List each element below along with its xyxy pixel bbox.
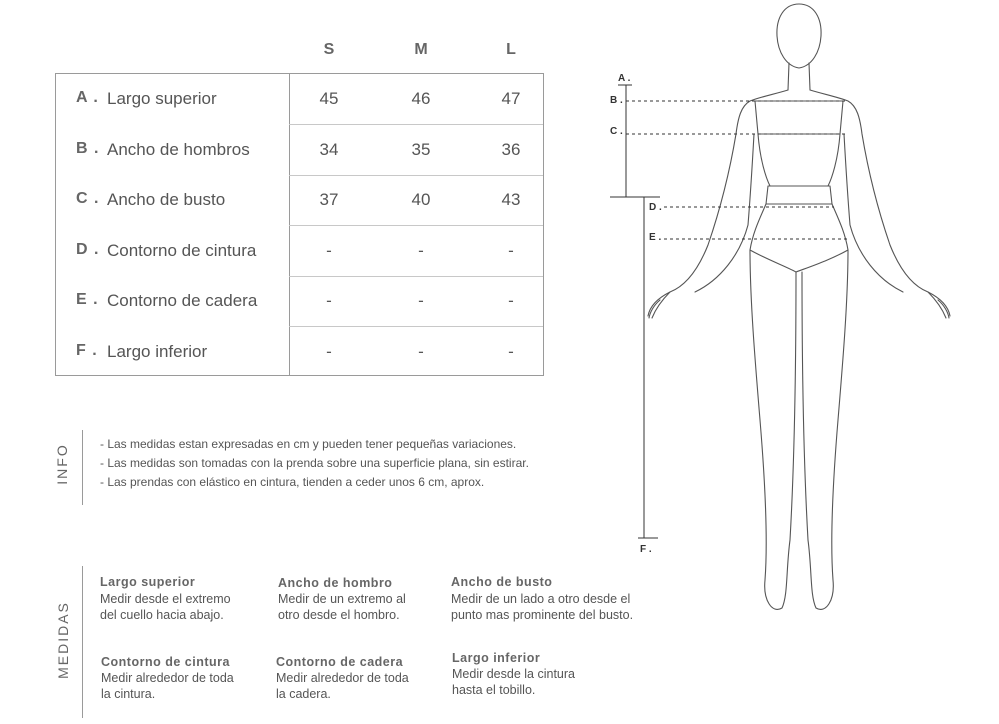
value-l: 43 <box>501 190 521 209</box>
row-letter: C . <box>76 190 100 207</box>
row-letter: B . <box>76 139 100 157</box>
value-s: - <box>326 240 332 260</box>
measure-title: Largo inferior <box>452 651 541 665</box>
left-hand-outline <box>649 292 670 318</box>
row-label: Largo superior <box>107 89 217 108</box>
size-header-m: M <box>414 41 428 58</box>
measure-title: Contorno de cintura <box>101 655 230 669</box>
torso-outline <box>648 90 950 316</box>
size-header-s: S <box>323 41 335 58</box>
right-hand-outline <box>928 292 949 318</box>
marker-f: F . <box>640 544 652 555</box>
value-l: - <box>508 240 514 260</box>
value-l: - <box>508 341 514 361</box>
size-header-l: L <box>506 41 516 58</box>
waistband-outline <box>766 186 832 204</box>
row-letter: A . <box>76 89 99 106</box>
legs-outline <box>750 250 848 609</box>
marker-e: E . <box>649 232 662 243</box>
value-m: 46 <box>411 89 431 108</box>
value-l: 47 <box>501 89 521 108</box>
value-s: 37 <box>319 190 339 209</box>
neck-outline <box>788 63 810 90</box>
marker-c: C . <box>610 126 623 137</box>
measure-title: Contorno de cadera <box>276 655 404 669</box>
value-s: 45 <box>319 89 339 108</box>
measure-description: Medir alrededor de toda la cadera. <box>276 671 409 701</box>
measure-description: Medir desde el extremo del cuello hacia abajo. <box>100 592 231 622</box>
value-s: 34 <box>319 139 339 159</box>
table-row <box>56 125 543 175</box>
marker-a: A . <box>618 73 631 84</box>
value-m: - <box>418 240 424 260</box>
table-row <box>56 175 543 225</box>
medidas-divider <box>82 566 83 718</box>
value-m: 40 <box>411 190 431 209</box>
head-outline <box>777 4 821 68</box>
row-label: Contorno de cintura <box>107 240 257 260</box>
shorts-outline <box>750 204 848 272</box>
measure-description: Medir alrededor de toda la cintura. <box>101 671 234 701</box>
row-label: Ancho de hombros <box>107 139 250 159</box>
value-m: - <box>418 291 424 310</box>
info-note: - Las medidas estan expresadas en cm y pueden tener pequeñas variaciones. <box>100 437 517 451</box>
row-label: Largo inferior <box>107 341 208 361</box>
measure-description: Medir de un lado a otro desde el punto mas prominente del busto. <box>451 592 634 622</box>
measure-title: Ancho de busto <box>451 575 553 589</box>
value-l: - <box>508 291 514 310</box>
row-letter: D . <box>76 240 100 258</box>
value-m: 35 <box>411 139 431 159</box>
value-l: 36 <box>501 139 521 159</box>
marker-b: B . <box>610 95 623 106</box>
row-letter: F . <box>76 341 98 359</box>
value-s: - <box>326 341 332 361</box>
info-divider <box>82 430 83 505</box>
info-note: - Las prendas con elástico en cintura, tienden a ceder unos 6 cm, aprox. <box>100 475 485 489</box>
value-s: - <box>326 291 332 310</box>
measure-title: Largo superior <box>100 575 196 589</box>
bust-line <box>758 134 840 186</box>
measure-title: Ancho de hombro <box>278 576 393 590</box>
row-letter: E . <box>76 291 99 308</box>
table-row <box>56 74 543 124</box>
body-figure-diagram <box>600 0 999 724</box>
value-m: - <box>418 341 424 361</box>
measure-description: Medir de un extremo al otro desde el hombro. <box>278 592 406 622</box>
table-row <box>56 327 543 377</box>
info-section-label: INFO <box>54 443 70 485</box>
info-note: - Las medidas son tomadas con la prenda sobre una superficie plana, sin estirar. <box>100 456 529 470</box>
top-garment-outline <box>755 101 843 134</box>
size-table <box>55 73 544 376</box>
row-label: Contorno de cadera <box>107 291 258 310</box>
medidas-section-label: MEDIDAS <box>55 601 71 679</box>
inner-arm-outline <box>695 134 903 292</box>
row-label: Ancho de busto <box>107 190 226 209</box>
table-row <box>56 226 543 276</box>
measure-description: Medir desde la cintura hasta el tobillo. <box>452 667 575 697</box>
marker-d: D . <box>649 202 662 213</box>
table-row <box>56 276 543 326</box>
